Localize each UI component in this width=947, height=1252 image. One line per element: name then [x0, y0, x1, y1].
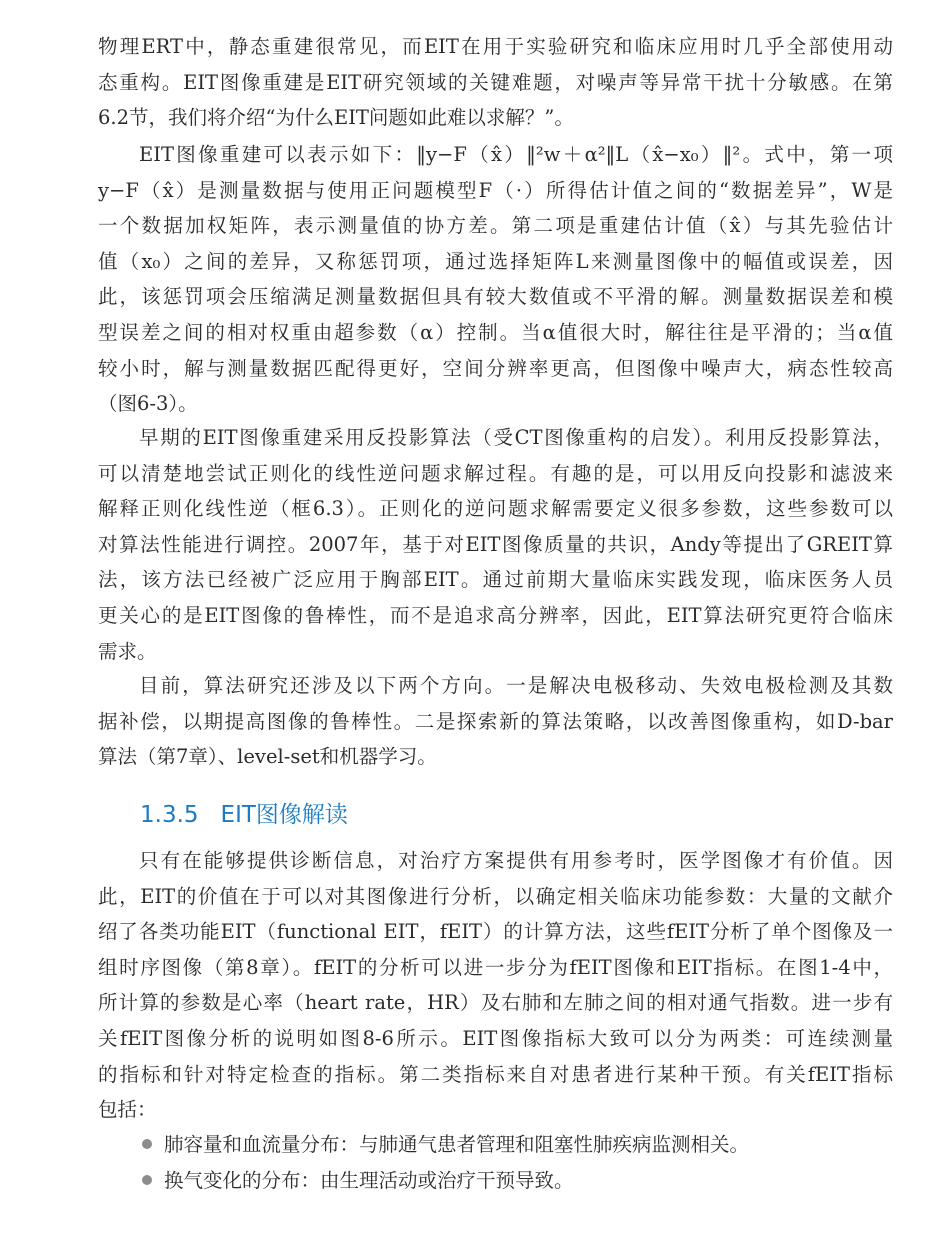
text-line: 包括： [98, 1098, 157, 1122]
list-item-text: 换气变化的分布：由生理活动或治疗干预导致。 [164, 1169, 574, 1192]
text-line: 此，该惩罚项会压缩满足测量数据但具有较大数值或不平滑的解。测量数据误差和模 [98, 285, 893, 309]
text-line: 较小时，解与测量数据匹配得更好，空间分辨率更高，但图像中噪声大，病态性较高 [98, 356, 893, 380]
paragraph-reconstruction-formula [98, 137, 893, 422]
section-title: EIT图像解读 [220, 802, 348, 828]
section-heading [140, 797, 348, 833]
text-line: 法，该方法已经被广泛应用于胸部EIT。通过前期大量临床实践发现，临床医务人员 [98, 568, 893, 592]
text-line: 6.2节，我们将介绍“为什么EIT问题如此难以求解？”。 [98, 106, 574, 130]
text-line: 对算法性能进行调控。2007年，基于对EIT图像质量的共识，Andy等提出了GREIT算 [98, 532, 893, 556]
section-number: 1.3.5 [140, 802, 199, 828]
bullet-dot-icon [142, 1139, 152, 1149]
paragraph-image-interpretation [98, 843, 893, 1128]
list-item [140, 1163, 749, 1199]
text-line: 据补偿，以期提高图像的鲁棒性。二是探索新的算法策略，以改善图像重构，如D-bar [98, 709, 893, 733]
text-line: 所计算的参数是心率（heart rate，HR）及右肺和左肺之间的相对通气指数。进一步有 [98, 991, 893, 1015]
text-line: 解释正则化线性逆（框6.3）。正则化的逆问题求解需要定义很多参数，这些参数可以 [98, 497, 893, 521]
paragraph-algorithm-directions [98, 668, 893, 775]
text-line: 更关心的是EIT图像的鲁棒性，而不是追求高分辨率，因此，EIT算法研究更符合临床 [98, 603, 893, 627]
text-line: EIT图像重建可以表示如下：‖y−F（x̂）‖²w＋α²‖L（x̂−x₀）‖²。式中，第一项 [139, 143, 893, 166]
bullet-dot-icon [142, 1175, 152, 1185]
paragraph-static-dynamic-reconstruction [98, 29, 893, 136]
text-line: 绍了各类功能EIT（functional EIT，fEIT）的计算方法，这些fEIT分析了单个图像及一 [98, 920, 893, 944]
text-line: 型误差之间的相对权重由超参数（α）控制。当α值很大时，解往往是平滑的；当α值 [98, 320, 893, 344]
text-line: （图6-3）。 [98, 392, 198, 416]
paragraph-back-projection [98, 420, 893, 669]
text-line: 的指标和针对特定检查的指标。第二类指标来自对患者进行某种干预。有关fEIT指标 [98, 1062, 893, 1086]
text-line: 算法（第7章）、level-set和机器学习。 [98, 745, 437, 769]
text-line: 此，EIT的价值在于可以对其图像进行分析，以确定相关临床功能参数：大量的文献介 [98, 884, 893, 908]
text-line: 早期的EIT图像重建采用反投影算法（受CT图像重构的启发）。利用反投影算法， [139, 426, 893, 449]
text-line: 一个数据加权矩阵，表示测量值的协方差。第二项是重建估计值（x̂）与其先验估计 [98, 214, 893, 238]
list-item-text: 肺容量和血流量分布：与肺通气患者管理和阻塞性肺疾病监测相关。 [164, 1133, 750, 1156]
text-line: 可以清楚地尝试正则化的线性逆问题求解过程。有趣的是，可以用反向投影和滤波来 [98, 461, 893, 485]
text-line: 目前，算法研究还涉及以下两个方向。一是解决电极移动、失效电极检测及其数 [139, 674, 893, 697]
bullet-list [140, 1127, 749, 1199]
text-line: 值（x₀）之间的差异，又称惩罚项，通过选择矩阵L来测量图像中的幅值或误差，因 [98, 249, 893, 273]
text-line: 组时序图像（第8章）。fEIT的分析可以进一步分为fEIT图像和EIT指标。在图1-4中， [98, 955, 893, 979]
text-line: 态重构。EIT图像重建是EIT研究领域的关键难题，对噪声等异常干扰十分敏感。在第 [98, 70, 893, 94]
text-line: 关fEIT图像分析的说明如图8-6所示。EIT图像指标大致可以分为两类：可连续测量 [98, 1026, 893, 1050]
text-line: 物理ERT中，静态重建很常见，而EIT在用于实验研究和临床应用时几乎全部使用动 [98, 35, 893, 58]
list-item [140, 1127, 749, 1163]
text-line: 只有在能够提供诊断信息，对治疗方案提供有用参考时，医学图像才有价值。因 [139, 849, 893, 872]
text-line: 需求。 [98, 639, 157, 663]
text-line: y−F（x̂）是测量数据与使用正问题模型F（·）所得估计值之间的“数据差异”，W是 [98, 178, 893, 202]
